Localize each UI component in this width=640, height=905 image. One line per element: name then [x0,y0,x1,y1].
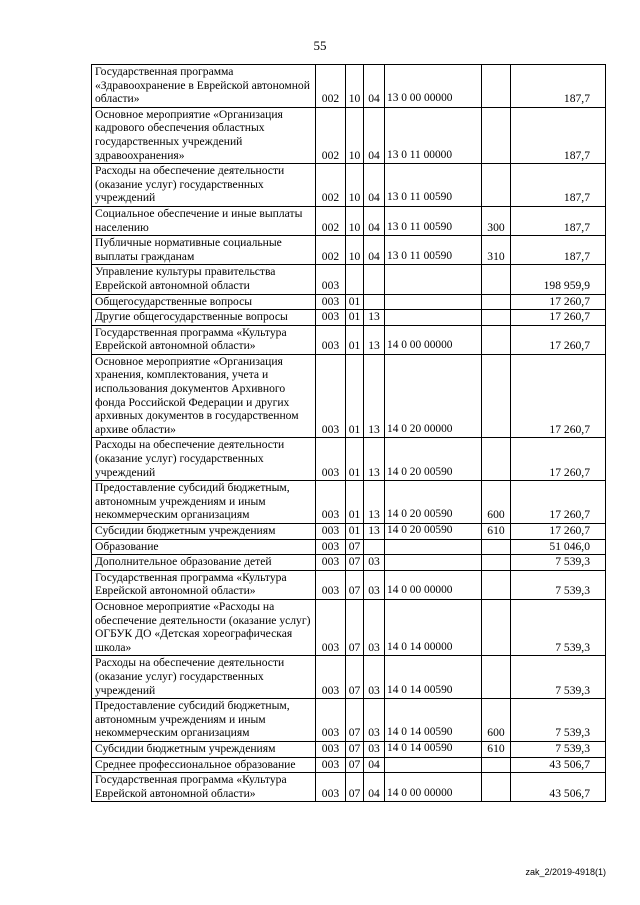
ministry-code-cell: 003 [316,310,346,326]
amount-cell: 43 506,7 [511,757,606,773]
ministry-code-cell: 002 [316,65,346,108]
table-row [92,741,606,757]
target-article-cell: 13 0 11 00590 [385,206,482,235]
ministry-code-cell: 003 [316,325,346,354]
ministry-code-cell: 003 [316,555,346,571]
row-name-cell: Государственная программа «Культура Еврейской автономной области» [92,570,316,599]
row-name-cell: Субсидии бюджетным учреждениям [92,524,316,540]
subsection-code-cell: 03 [364,599,385,655]
target-article-cell: 14 0 00 00000 [385,570,482,599]
table-row [92,656,606,699]
section-code-cell: 10 [346,164,364,207]
subsection-code-cell: 03 [364,699,385,742]
section-code-cell: 07 [346,570,364,599]
expense-type-cell [482,599,511,655]
row-name-cell: Основное мероприятие «Организация хранения, комплектования, учета и использования документов Архивного фонда Российской Федерации и других архивных документов в государственном архиве области» [92,354,316,438]
subsection-code-cell: 13 [364,310,385,326]
row-name-cell: Расходы на обеспечение деятельности (оказание услуг) государственных учреждений [92,438,316,481]
section-code-cell: 07 [346,656,364,699]
row-name-cell: Предоставление субсидий бюджетным, автономным учреждениям и иным некоммерческим организациям [92,481,316,524]
section-code-cell: 07 [346,599,364,655]
table-row [92,757,606,773]
ministry-code-cell: 003 [316,354,346,438]
expense-type-cell: 310 [482,236,511,265]
section-code-cell: 01 [346,481,364,524]
section-code-cell: 01 [346,310,364,326]
subsection-code-cell: 13 [364,325,385,354]
section-code-cell: 01 [346,354,364,438]
amount-cell: 7 539,3 [511,570,606,599]
ministry-code-cell: 003 [316,741,346,757]
row-name-cell: Субсидии бюджетным учреждениям [92,741,316,757]
subsection-code-cell: 04 [364,164,385,207]
amount-cell: 187,7 [511,107,606,163]
expense-type-cell: 610 [482,524,511,540]
expense-type-cell [482,310,511,326]
section-code-cell: 07 [346,741,364,757]
amount-cell: 187,7 [511,164,606,207]
target-article-cell: 14 0 20 00590 [385,481,482,524]
row-name-cell: Другие общегосударственные вопросы [92,310,316,326]
target-article-cell [385,555,482,571]
expense-type-cell [482,757,511,773]
amount-cell: 187,7 [511,65,606,108]
section-code-cell: 01 [346,438,364,481]
target-article-cell [385,757,482,773]
expense-type-cell: 600 [482,699,511,742]
section-code-cell: 07 [346,773,364,802]
amount-cell: 17 260,7 [511,438,606,481]
ministry-code-cell: 003 [316,524,346,540]
row-name-cell: Среднее профессиональное образование [92,757,316,773]
table-row [92,481,606,524]
amount-cell: 7 539,3 [511,599,606,655]
subsection-code-cell: 03 [364,555,385,571]
amount-cell: 7 539,3 [511,699,606,742]
expense-type-cell [482,438,511,481]
amount-cell: 17 260,7 [511,325,606,354]
subsection-code-cell [364,265,385,294]
expense-type-cell [482,539,511,555]
section-code-cell: 07 [346,555,364,571]
ministry-code-cell: 003 [316,294,346,310]
expense-type-cell [482,164,511,207]
section-code-cell: 01 [346,294,364,310]
subsection-code-cell: 04 [364,757,385,773]
budget-table [91,64,606,802]
expense-type-cell [482,65,511,108]
ministry-code-cell: 003 [316,481,346,524]
expense-type-cell [482,107,511,163]
target-article-cell: 13 0 11 00000 [385,107,482,163]
subsection-code-cell: 04 [364,65,385,108]
section-code-cell: 10 [346,107,364,163]
target-article-cell [385,539,482,555]
row-name-cell: Основное мероприятие «Организация кадрового обеспечения областных государственных учреждений здравоохранения» [92,107,316,163]
target-article-cell: 14 0 14 00590 [385,656,482,699]
page-number: 55 [313,38,327,53]
target-article-cell: 14 0 14 00000 [385,599,482,655]
table-row [92,310,606,326]
table-row [92,325,606,354]
expense-type-cell: 300 [482,206,511,235]
subsection-code-cell [364,294,385,310]
amount-cell: 187,7 [511,206,606,235]
ministry-code-cell: 003 [316,656,346,699]
subsection-code-cell: 04 [364,773,385,802]
table-row [92,539,606,555]
expense-type-cell: 610 [482,741,511,757]
target-article-cell [385,265,482,294]
section-code-cell [346,265,364,294]
row-name-cell: Расходы на обеспечение деятельности (оказание услуг) государственных учреждений [92,164,316,207]
table-row [92,354,606,438]
table-row [92,438,606,481]
table-row [92,65,606,108]
amount-cell: 17 260,7 [511,310,606,326]
ministry-code-cell: 003 [316,599,346,655]
section-code-cell: 10 [346,236,364,265]
table-row [92,265,606,294]
amount-cell: 17 260,7 [511,294,606,310]
table-row [92,524,606,540]
target-article-cell: 14 0 20 00000 [385,354,482,438]
table-row [92,555,606,571]
row-name-cell: Образование [92,539,316,555]
target-article-cell: 13 0 11 00590 [385,236,482,265]
ministry-code-cell: 003 [316,265,346,294]
subsection-code-cell: 13 [364,524,385,540]
target-article-cell [385,294,482,310]
section-code-cell: 10 [346,65,364,108]
ministry-code-cell: 002 [316,236,346,265]
row-name-cell: Публичные нормативные социальные выплаты гражданам [92,236,316,265]
expense-type-cell [482,555,511,571]
subsection-code-cell: 03 [364,570,385,599]
table-row [92,164,606,207]
target-article-cell: 14 0 00 00000 [385,773,482,802]
section-code-cell: 01 [346,524,364,540]
section-code-cell: 01 [346,325,364,354]
subsection-code-cell: 04 [364,206,385,235]
target-article-cell: 13 0 00 00000 [385,65,482,108]
amount-cell: 17 260,7 [511,524,606,540]
amount-cell: 187,7 [511,236,606,265]
table-row [92,773,606,802]
section-code-cell: 07 [346,539,364,555]
document-code: zak_2/2019-4918(1) [525,867,606,877]
subsection-code-cell: 13 [364,354,385,438]
amount-cell: 17 260,7 [511,481,606,524]
table-row [92,236,606,265]
subsection-code-cell: 04 [364,107,385,163]
table-row [92,107,606,163]
target-article-cell [385,310,482,326]
budget-table-body [92,65,606,802]
row-name-cell: Дополнительное образование детей [92,555,316,571]
ministry-code-cell: 003 [316,539,346,555]
expense-type-cell [482,294,511,310]
ministry-code-cell: 003 [316,699,346,742]
expense-type-cell [482,773,511,802]
target-article-cell: 14 0 20 00590 [385,438,482,481]
row-name-cell: Расходы на обеспечение деятельности (оказание услуг) государственных учреждений [92,656,316,699]
table-row [92,599,606,655]
table-row [92,294,606,310]
amount-cell: 17 260,7 [511,354,606,438]
ministry-code-cell: 003 [316,438,346,481]
row-name-cell: Основное мероприятие «Расходы на обеспечение деятельности (оказание услуг) ОГБУК ДО «Детская хореографическая школа» [92,599,316,655]
amount-cell: 7 539,3 [511,741,606,757]
ministry-code-cell: 002 [316,107,346,163]
amount-cell: 7 539,3 [511,555,606,571]
row-name-cell: Социальное обеспечение и иные выплаты населению [92,206,316,235]
section-code-cell: 07 [346,757,364,773]
subsection-code-cell: 13 [364,438,385,481]
row-name-cell: Общегосударственные вопросы [92,294,316,310]
table-row [92,699,606,742]
ministry-code-cell: 002 [316,206,346,235]
expense-type-cell [482,354,511,438]
target-article-cell: 14 0 00 00000 [385,325,482,354]
table-row [92,206,606,235]
ministry-code-cell: 003 [316,773,346,802]
expense-type-cell [482,325,511,354]
row-name-cell: Государственная программа «Здравоохранение в Еврейской автономной области» [92,65,316,108]
expense-type-cell [482,570,511,599]
subsection-code-cell [364,539,385,555]
target-article-cell: 14 0 14 00590 [385,699,482,742]
ministry-code-cell: 002 [316,164,346,207]
target-article-cell: 14 0 14 00590 [385,741,482,757]
table-row [92,570,606,599]
section-code-cell: 10 [346,206,364,235]
ministry-code-cell: 003 [316,570,346,599]
expense-type-cell: 600 [482,481,511,524]
subsection-code-cell: 04 [364,236,385,265]
amount-cell: 43 506,7 [511,773,606,802]
amount-cell: 198 959,9 [511,265,606,294]
subsection-code-cell: 03 [364,741,385,757]
row-name-cell: Государственная программа «Культура Еврейской автономной области» [92,325,316,354]
expense-type-cell [482,656,511,699]
section-code-cell: 07 [346,699,364,742]
row-name-cell: Государственная программа «Культура Еврейской автономной области» [92,773,316,802]
subsection-code-cell: 13 [364,481,385,524]
row-name-cell: Управление культуры правительства Еврейской автономной области [92,265,316,294]
target-article-cell: 13 0 11 00590 [385,164,482,207]
ministry-code-cell: 003 [316,757,346,773]
row-name-cell: Предоставление субсидий бюджетным, автономным учреждениям и иным некоммерческим организациям [92,699,316,742]
amount-cell: 51 046,0 [511,539,606,555]
subsection-code-cell: 03 [364,656,385,699]
target-article-cell: 14 0 20 00590 [385,524,482,540]
amount-cell: 7 539,3 [511,656,606,699]
expense-type-cell [482,265,511,294]
